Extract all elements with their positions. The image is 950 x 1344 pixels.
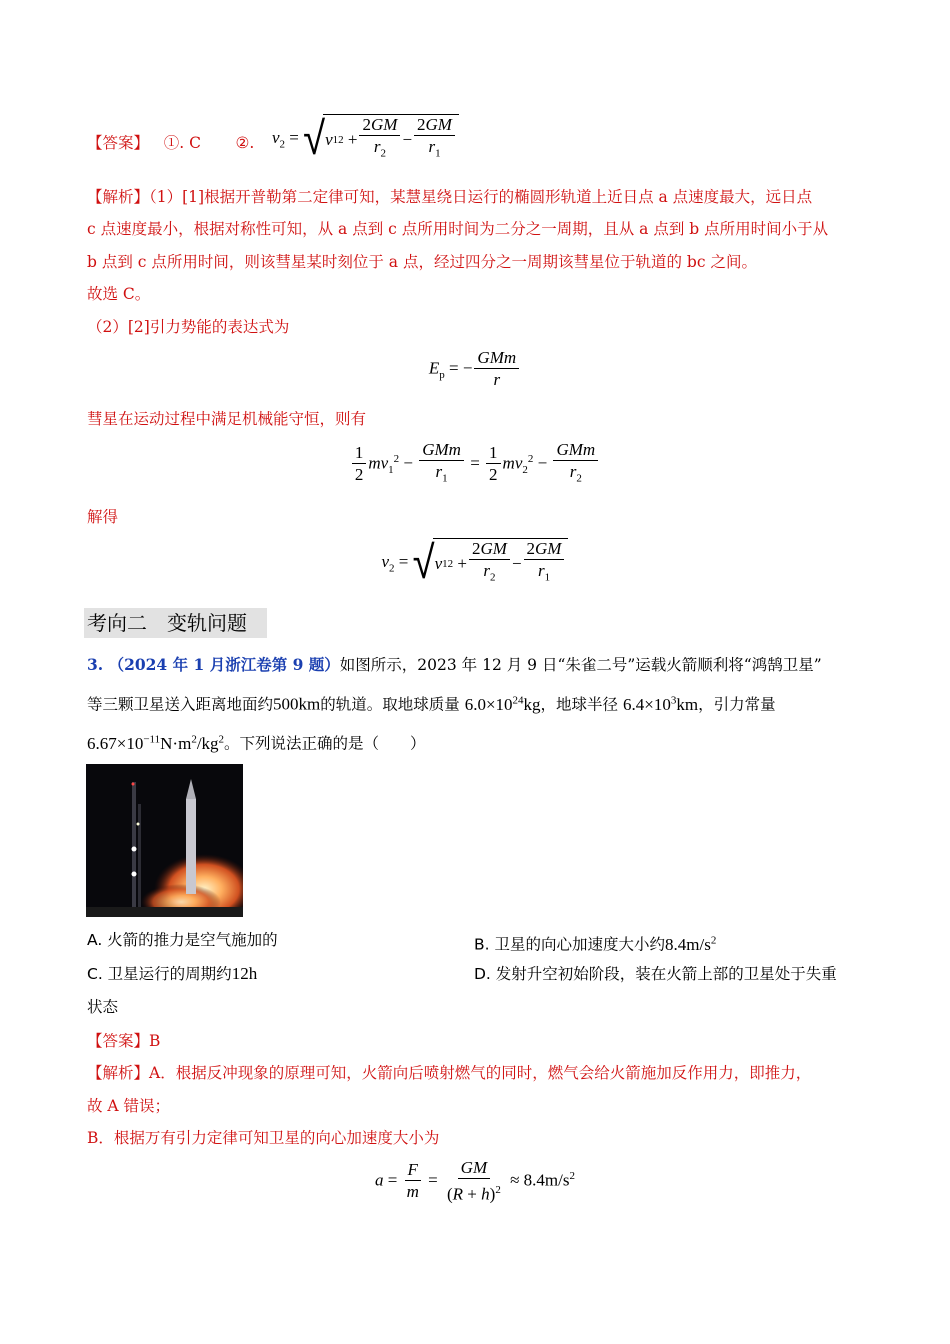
option-b-text: B. 卫星的向心加速度大小约 — [474, 935, 665, 954]
q3-gravitational-constant: $6.67\times 10^{-11}N\cdot m^2/kg^2$ — [87, 733, 225, 753]
acceleration-result: ≈ 8.4m/s — [510, 1170, 570, 1190]
question-3-text-1: 如图所示，2023 年 12 月 9 日“朱雀二号”运载火箭顺利将“鸿鹄卫星” — [339, 656, 822, 674]
analysis-1-line-5: （2）[2]引力势能的表达式为 — [87, 318, 290, 336]
q3-text: 等三颗卫星送入距离地面约 — [87, 695, 274, 714]
option-d-text: D. 发射升空初始阶段，装在火箭上部的卫星处于失重 — [474, 965, 837, 983]
q3-text: 。下列说法正确的是（ ） — [224, 734, 426, 753]
question-3-line-3 — [87, 728, 426, 755]
analysis-3-line-2: 故 A 错误； — [87, 1097, 171, 1115]
option-c[interactable] — [87, 963, 257, 985]
analysis-1-line-4: 故选 C。 — [87, 285, 151, 303]
rocket-launch-photo — [86, 764, 243, 917]
option-a[interactable] — [87, 929, 278, 951]
q3-earth-radius: $6.4\times 10^3km$ — [623, 694, 699, 714]
analysis-3-line-1: 【解析】A．根据反冲现象的原理可知，火箭向后喷射燃气的同时，燃气会给火箭施加反作用力，即推力， — [87, 1064, 812, 1082]
answer-option-1: ①. C — [163, 134, 202, 152]
option-a-text: A. 火箭的推力是空气施加的 — [87, 931, 278, 949]
q3-earth-mass: $6.0\times 10^{24}kg$ — [464, 694, 541, 714]
option-c-value: 12h — [231, 964, 258, 983]
answer-label: 【答案】 — [87, 134, 150, 152]
q3-altitude: 500km — [273, 694, 321, 714]
option-d[interactable] — [474, 963, 837, 985]
analysis-1-line-2: c 点速度最小，根据对称性可知，从 a 点到 c 点所用时间为二分之一周期，且从 a 点到 b 点所用时间小于从 — [87, 220, 829, 238]
question-3-line-2 — [87, 689, 776, 716]
answer-formula-v2: $v_2$ = √ v 1 2 + $\frac{2GM}{r_2}$ − $\frac{2GM}{r_1}$ — [272, 114, 459, 164]
q3-text: ，地球半径 — [540, 695, 619, 714]
question-3-line-1 — [87, 654, 822, 676]
formula-potential-energy: $E_p$ = − $\frac{\text{GMm}}{r}$ — [0, 348, 950, 391]
analysis-1-line-6: 彗星在运动过程中满足机械能守恒，则有 — [87, 410, 367, 428]
answer-line-1 — [87, 132, 254, 154]
formula-v2-result: $v_2$ = √ v 1 2 + $\frac{2GM}{r_2}$ − $\frac{2GM}{r_1}$ — [0, 538, 950, 588]
analysis-1-line-7: 解得 — [87, 508, 119, 526]
option-d-continued: 状态 — [87, 998, 119, 1016]
formula-energy-conservation: $\frac{1}{2}$ $mv_1^2$ − $\frac{\text{GMm}}{r_1}$ = $\frac{1}{2}$ $mv_2^2$ − $\frac{\text{GMm}}{r_2}$ — [0, 440, 950, 489]
option-b-value: $8.4m/s^2$ — [665, 934, 717, 954]
answer-option-2: ②. — [235, 134, 255, 152]
answer-3: 【答案】B — [87, 1032, 161, 1050]
analysis-3-line-3: B．根据万有引力定律可知卫星的向心加速度大小为 — [87, 1129, 440, 1147]
question-3-source: 3. （2024 年 1 月浙江卷第 9 题） — [87, 655, 340, 674]
analysis-1-line-3: b 点到 c 点所用时间，则该彗星某时刻位于 a 点，经过四分之一周期该彗星位于轨道的 bc 之间。 — [87, 253, 757, 271]
formula-centripetal-acceleration: a = $\frac{F}{m}$ = $\frac{GM}{(R + h)^2}$ ≈ $8.4m/s^2$ — [375, 1158, 575, 1204]
q3-text: 的轨道。取地球质量 — [320, 695, 460, 714]
option-c-text: C. 卫星运行的周期约 — [87, 965, 232, 983]
q3-text: ，引力常量 — [698, 695, 776, 714]
analysis-1-line-1: 【解析】（1）[1]根据开普勒第二定律可知，某慧星绕日运行的椭圆形轨道上近日点 a 点速度最大，远日点 — [87, 188, 813, 206]
option-b[interactable] — [474, 929, 716, 956]
section-title: 考向二 变轨问题 — [84, 608, 267, 638]
